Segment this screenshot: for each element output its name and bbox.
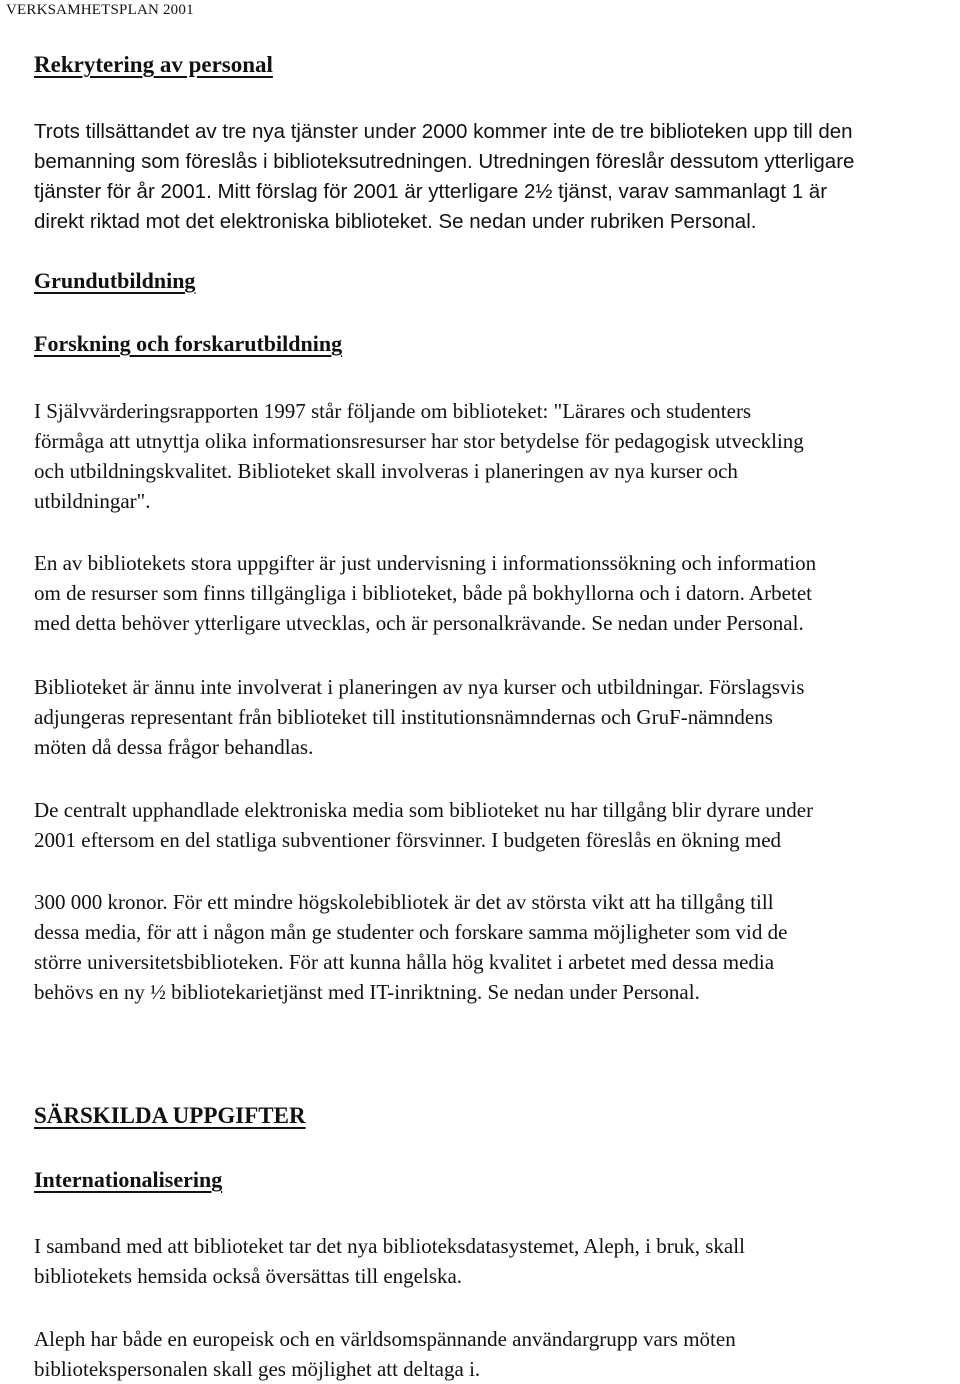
paragraph-rekrytering	[34, 117, 854, 237]
heading-sarskilda-uppgifter: SÄRSKILDA UPPGIFTER	[34, 1103, 306, 1128]
paragraph-line: En av bibliotekets stora uppgifter är just undervisning i informationssökning och information	[34, 551, 817, 575]
paragraph-line: I samband med att biblioteket tar det nya biblioteksdatasystemet, Aleph, i bruk, skall	[34, 1234, 745, 1258]
heading-grundutbildning: Grundutbildning	[34, 268, 196, 293]
paragraph-planering	[34, 672, 804, 762]
paragraph-line: 300 000 kronor. För ett mindre högskolebibliotek är det av största vikt att ha tillgång till	[34, 890, 774, 914]
heading-rekrytering: Rekrytering av personal	[34, 52, 273, 77]
paragraph-line: I Självvärderingsrapporten 1997 står följande om biblioteket: "Lärares och studenters	[34, 399, 752, 423]
paragraph-line: och utbildningskvalitet. Biblioteket skall involveras i planeringen av nya kurser och	[34, 459, 738, 483]
paragraph-line: bibliotekspersonalen skall ges möjlighet att deltaga i.	[34, 1357, 481, 1381]
paragraph-line: behövs en ny ½ bibliotekarietjänst med IT-inriktning. Se nedan under Personal.	[34, 980, 700, 1004]
paragraph-line: förmåga att utnyttja olika informationsresurser har stor betydelse för pedagogisk utveckling	[34, 429, 804, 453]
paragraph-line: De centralt upphandlade elektroniska media som biblioteket nu har tillgång blir dyrare under	[34, 798, 814, 822]
paragraph-elektroniska-media	[34, 795, 813, 855]
running-header: VERKSAMHETSPLAN 2001	[6, 2, 194, 18]
paragraph-line: direkt riktad mot det elektroniska biblioteket. Se nedan under rubriken Personal.	[34, 210, 757, 233]
paragraph-line: utbildningar".	[34, 489, 151, 513]
paragraph-line: med detta behöver ytterligare utvecklas, och är personalkrävande. Se nedan under Personal.	[34, 611, 804, 635]
paragraph-line: Trots tillsättandet av tre nya tjänster under 2000 kommer inte de tre biblioteken upp till den	[34, 120, 853, 143]
paragraph-line: större universitetsbiblioteken. För att kunna hålla hög kvalitet i arbetet med dessa media	[34, 950, 775, 974]
paragraph-anvandargrupp	[34, 1324, 736, 1384]
paragraph-line: dessa media, för att i någon mån ge studenter och forskare samma möjligheter som vid de	[34, 920, 788, 944]
paragraph-line: bemanning som föreslås i biblioteksutredningen. Utredningen föreslår dessutom ytterligare	[34, 150, 855, 173]
paragraph-line: möten då dessa frågor behandlas.	[34, 735, 314, 759]
paragraph-line: tjänster för år 2001. Mitt förslag för 2001 är ytterligare 2½ tjänst, varav sammanlagt 1 är	[34, 180, 828, 203]
paragraph-line: adjungeras representant från biblioteket till institutionsnämndernas och GruF-nämndens	[34, 705, 773, 729]
heading-forskning: Forskning och forskarutbildning	[34, 331, 343, 356]
heading-internationalisering: Internationalisering	[34, 1167, 223, 1192]
paragraph-line: 2001 eftersom en del statliga subventioner försvinner. I budgeten föreslås en ökning med	[34, 828, 782, 852]
paragraph-undervisning	[34, 548, 816, 638]
paragraph-budget	[34, 887, 787, 1007]
paragraph-hemsida	[34, 1231, 745, 1291]
paragraph-line: Biblioteket är ännu inte involverat i planeringen av nya kurser och utbildningar. Förslagsvis	[34, 675, 805, 699]
paragraph-line: Aleph har både en europeisk och en världsomspännande användargrupp vars möten	[34, 1327, 736, 1351]
paragraph-line: bibliotekets hemsida också översättas till engelska.	[34, 1264, 463, 1288]
paragraph-sjalvvardering	[34, 396, 804, 516]
paragraph-line: om de resurser som finns tillgängliga i biblioteket, både på bokhyllorna och i datorn. Arbetet	[34, 581, 812, 605]
